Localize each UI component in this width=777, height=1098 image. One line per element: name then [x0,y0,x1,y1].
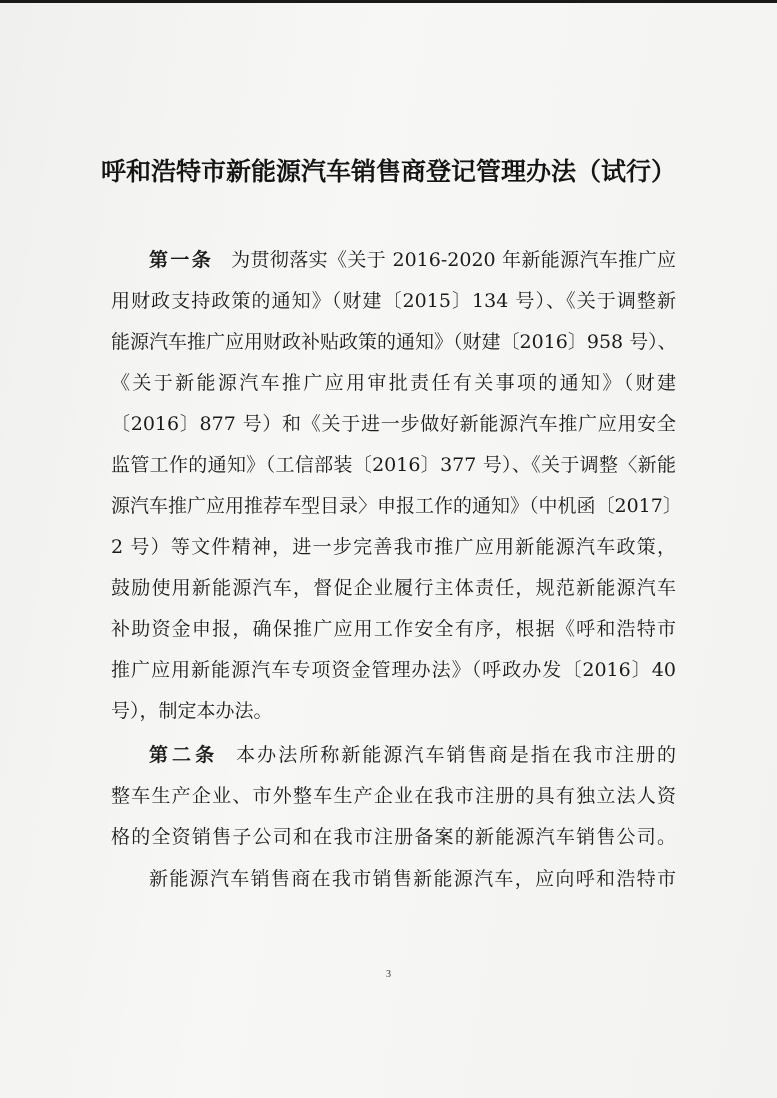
article-1-line-9: 鼓励使用新能源汽车，督促企业履行主体责任，规范新能源汽车 [111,577,676,599]
article-2-line-1-text: 本办法所称新能源汽车销售商是指在我市注册的 [236,744,676,766]
article-1-line-1-text: 为贯彻落实《关于 2016-2020 年新能源汽车推广应 [231,249,676,271]
article-2-line-1 [149,740,676,767]
article-2-line-2: 整车生产企业、市外整车生产企业在我市注册的具有独立法人资 [111,785,676,807]
article-1-line-11: 推广应用新能源汽车专项资金管理办法》（呼政办发〔2016〕40 [111,659,676,681]
paragraph-3-line-1: 新能源汽车销售商在我市销售新能源汽车，应向呼和浩特市 [149,868,676,890]
article-1-line-5: 〔2016〕877 号）和《关于进一步做好新能源汽车推广应用安全 [111,413,676,435]
article-1-line-1 [149,245,676,272]
article-1-line-7: 源汽车推广应用推荐车型目录〉申报工作的通知》（中机函〔2017〕 [111,495,682,517]
article-2-line-3: 格的全资销售子公司和在我市注册备案的新能源汽车销售公司。 [111,826,676,848]
page-number: 3 [386,969,391,980]
article-1-line-3: 能源汽车推广应用财政补贴政策的通知》（财建〔2016〕958 号）、 [111,331,677,353]
article-1-label: 第一条 [149,249,214,271]
article-1-line-2: 用财政支持政策的通知》（财建〔2015〕134 号）、《关于调整新 [111,290,676,312]
document-title: 呼和浩特市新能源汽车销售商登记管理办法（试行） [100,157,676,186]
article-1-line-8: 2 号）等文件精神，进一步完善我市推广应用新能源汽车政策， [111,536,676,558]
article-2-label: 第二条 [149,744,219,766]
article-1-line-6: 监管工作的通知》（工信部装〔2016〕377 号）、《关于调整〈新能 [111,454,676,476]
article-1-line-4: 《关于新能源汽车推广应用审批责任有关事项的通知》（财建 [111,372,676,394]
article-1-line-10: 补助资金申报，确保推广应用工作安全有序，根据《呼和浩特市 [111,618,676,640]
article-1-line-12: 号），制定本办法。 [111,700,273,722]
document-page [0,3,777,1098]
